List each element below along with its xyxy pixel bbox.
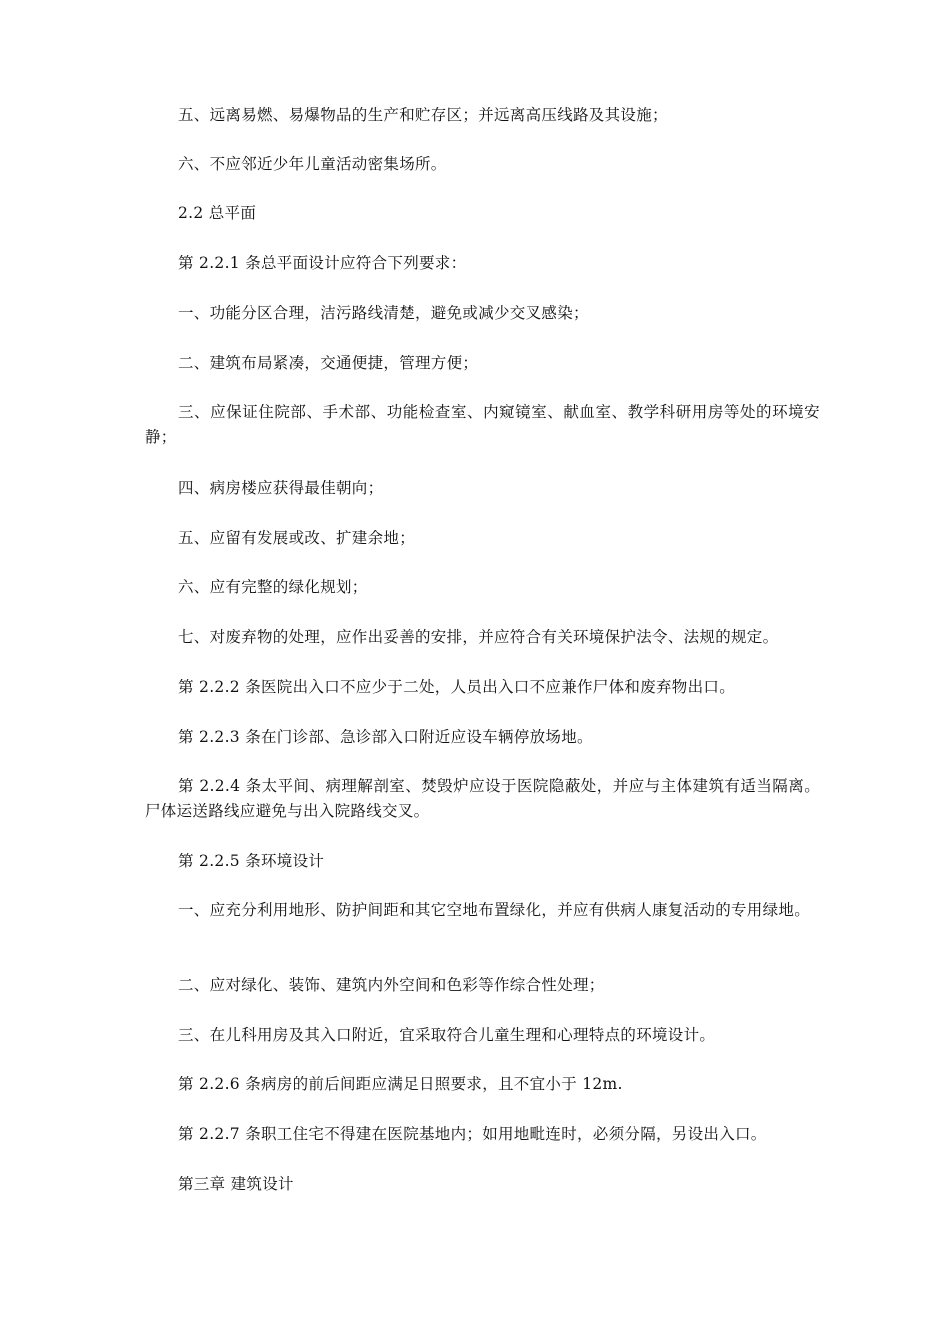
- clause-2-2-5: 第 2.2.5 条环境设计: [178, 852, 325, 870]
- clause-2-2-3: 第 2.2.3 条在门诊部、急诊部入口附近应设车辆停放场地。: [178, 728, 593, 746]
- clause-2-2-2: 第 2.2.2 条医院出入口不应少于二处，人员出入口不应兼作尸体和废弃物出口。: [178, 678, 735, 696]
- clause-2-2-5-item-3: 三、在儿科用房及其入口附近，宜采取符合儿童生理和心理特点的环境设计。: [178, 1026, 716, 1044]
- clause-2-2-5-item-1: 一、应充分利用地形、防护间距和其它空地布置绿化，并应有供病人康复活动的专用绿地。: [178, 901, 811, 919]
- section-heading-2-2: 2.2 总平面: [178, 204, 257, 222]
- chapter-3-heading: 第三章 建筑设计: [178, 1175, 294, 1193]
- clause-2-2-1-item-2: 二、建筑布局紧凑，交通便捷，管理方便；: [178, 354, 479, 372]
- clause-2-2-1-item-7: 七、对废弃物的处理，应作出妥善的安排，并应符合有关环境保护法令、法规的规定。: [178, 628, 779, 646]
- paragraph-site-item-5: 五、远离易燃、易爆物品的生产和贮存区；并远离高压线路及其设施；: [178, 106, 668, 124]
- clause-2-2-4: 第 2.2.4 条太平间、病理解剖室、焚毁炉应设于医院隐蔽处，并应与主体建筑有适当隔离。尸体运送路线应避免与出入院路线交叉。: [145, 777, 820, 820]
- clause-2-2-1: 第 2.2.1 条总平面设计应符合下列要求：: [178, 254, 467, 272]
- clause-2-2-6: 第 2.2.6 条病房的前后间距应满足日照要求，且不宜小于 12m.: [178, 1075, 623, 1093]
- clause-2-2-1-item-6: 六、应有完整的绿化规划；: [178, 578, 368, 596]
- clause-2-2-1-item-5: 五、应留有发展或改、扩建余地；: [178, 529, 416, 547]
- clause-2-2-1-item-3: 三、应保证住院部、手术部、功能检查室、内窥镜室、献血室、教学科研用房等处的环境安静；: [145, 403, 820, 446]
- clause-2-2-1-item-4: 四、病房楼应获得最佳朝向；: [178, 479, 384, 497]
- clause-2-2-7: 第 2.2.7 条职工住宅不得建在医院基地内；如用地毗连时，必须分隔，另设出入口。: [178, 1125, 767, 1143]
- clause-2-2-1-item-1: 一、功能分区合理，洁污路线清楚，避免或减少交叉感染；: [178, 304, 589, 322]
- paragraph-site-item-6: 六、不应邻近少年儿童活动密集场所。: [178, 155, 447, 173]
- clause-2-2-5-item-2: 二、应对绿化、装饰、建筑内外空间和色彩等作综合性处理；: [178, 976, 605, 994]
